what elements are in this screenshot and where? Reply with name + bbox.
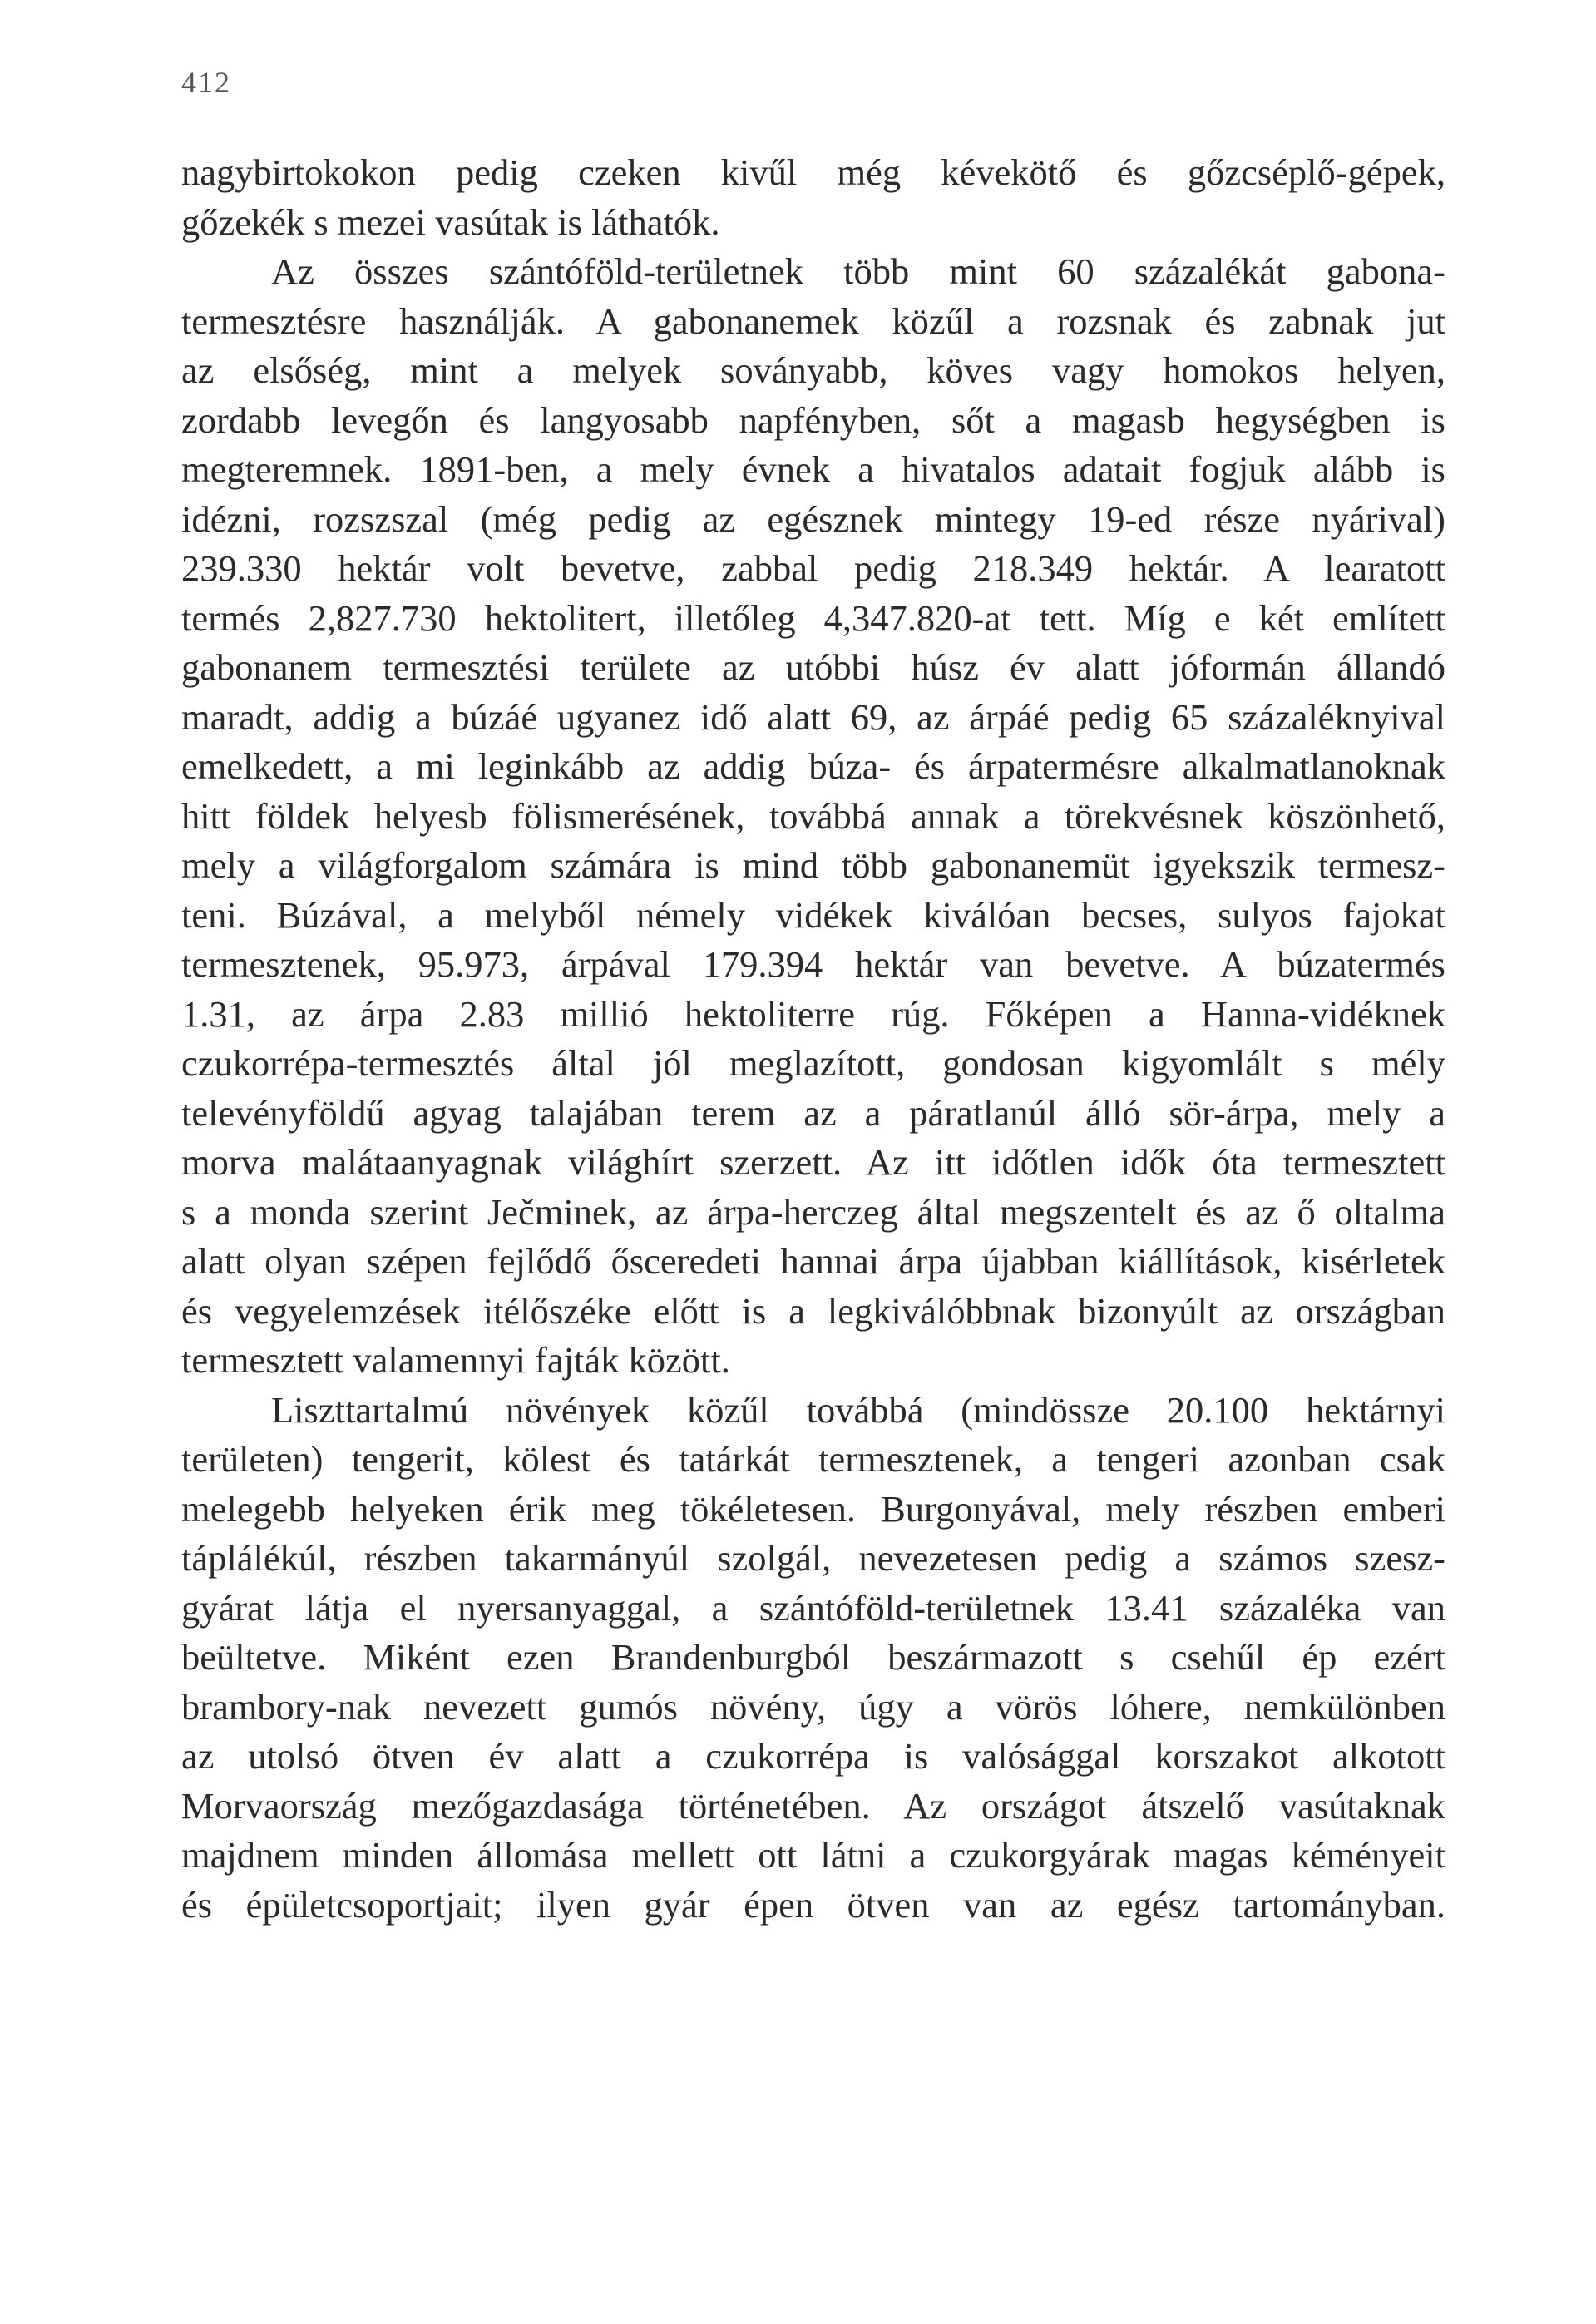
text-line: 239.330 hektár volt bevetve, zabbal pedig 218.349 hektár. A learatott — [181, 547, 1445, 589]
text-line: megteremnek. 1891-ben, a mely évnek a hivatalos adatait fogjuk alább is — [181, 448, 1445, 490]
text-line: az utolsó ötven év alatt a czukorrépa is valósággal korszakot alkotott — [181, 1735, 1445, 1777]
text-line: Liszttartalmú növények közűl továbbá (mindössze 20.100 hektárnyi — [271, 1388, 1445, 1431]
text-line: majdnem minden állomása mellett ott látni a czukorgyárak magas kéményeit — [181, 1834, 1445, 1876]
text-line: Morvaország mezőgazdasága történetében. Az országot átszelő vasútaknak — [181, 1784, 1445, 1827]
text-line: gyárat látja el nyersanyaggal, a szántóföld-területnek 13.41 százaléka van — [181, 1586, 1445, 1629]
text-line: beültetve. Miként ezen Brandenburgból beszármazott s csehűl ép ezért — [181, 1636, 1445, 1678]
text-line: gabonanem termesztési területe az utóbbi húsz év alatt jóformán állandó — [181, 646, 1445, 688]
text-line: melegebb helyeken érik meg tökéletesen. Burgonyával, mely részben emberi — [181, 1487, 1445, 1530]
text-line: alatt olyan szépen fejlődő ősceredeti hannai árpa újabban kiállítások, kisérletek — [181, 1240, 1445, 1282]
text-line: területen) tengerit, kölest és tatárkát termesztenek, a tengeri azonban csak — [181, 1438, 1445, 1480]
text-line: 1.31, az árpa 2.83 millió hektoliterre rúg. Főképen a Hanna-vidéknek — [181, 992, 1445, 1035]
text-line: s a monda szerint Ječminek, az árpa-herczeg által megszentelt és az ő oltalma — [181, 1190, 1445, 1233]
text-line: televényföldű agyag talajában terem az a páratlanúl álló sör-árpa, mely a — [181, 1091, 1445, 1134]
text-line: emelkedett, a mi leginkább az addig búza- és árpatermésre alkalmatlanoknak — [181, 745, 1445, 787]
text-line: czukorrépa-termesztés által jól meglazított, gondosan kigyomlált s mély — [181, 1042, 1445, 1084]
text-line: zordabb levegőn és langyosabb napfényben, sőt a magasb hegységben is — [181, 398, 1445, 441]
text-line: morva malátaanyagnak világhírt szerzett. Az itt időtlen idők óta termesztett — [181, 1141, 1445, 1183]
text-line: termesztenek, 95.973, árpával 179.394 hektár van bevetve. A búzatermés — [181, 943, 1445, 985]
text-line: gőzekék s mezei vasútak is láthatók. — [181, 200, 720, 243]
text-line: teni. Búzával, a melyből némely vidékek kiválóan becses, sulyos fajokat — [181, 893, 1445, 936]
text-line: termesztésre használják. A gabonanemek közűl a rozsnak és zabnak jut — [181, 299, 1445, 342]
text-line: az elsőség, mint a melyek soványabb, köves vagy homokos helyen, — [181, 349, 1445, 391]
text-line: termesztett valamennyi fajták között. — [181, 1339, 730, 1381]
text-line: termés 2,827.730 hektolitert, illetőleg 4,347.820-at tett. Míg e két említett — [181, 596, 1445, 639]
text-line: hitt földek helyesb fölismerésének, továbbá annak a törekvésnek köszönhető, — [181, 794, 1445, 837]
text-line: és épületcsoportjait; ilyen gyár épen ötven van az egész tartományban. — [181, 1883, 1445, 1926]
page-number: 412 — [181, 66, 231, 99]
body-text — [181, 148, 1445, 1930]
text-line: idézni, rozszszal (még pedig az egésznek mintegy 19-ed része nyárival) — [181, 497, 1445, 540]
text-line: mely a világforgalom számára is mind több gabonanemüt igyekszik termesz- — [181, 844, 1445, 886]
text-line: nagybirtokokon pedig czeken kivűl még kévekötő és gőzcséplő-gépek, — [181, 151, 1445, 193]
text-line: Az összes szántóföld-területnek több mint 60 százalékát gabona- — [271, 250, 1445, 292]
text-line: táplálékúl, részben takarmányúl szolgál, nevezetesen pedig a számos szesz- — [181, 1537, 1445, 1579]
text-line: maradt, addig a búzáé ugyanez idő alatt 69, az árpáé pedig 65 százaléknyival — [181, 695, 1445, 738]
text-line: és vegyelemzések itélőszéke előtt is a legkiválóbbnak bizonyúlt az országban — [181, 1289, 1445, 1332]
text-line: brambory-nak nevezett gumós növény, úgy a vörös lóhere, nemkülönben — [181, 1685, 1445, 1728]
